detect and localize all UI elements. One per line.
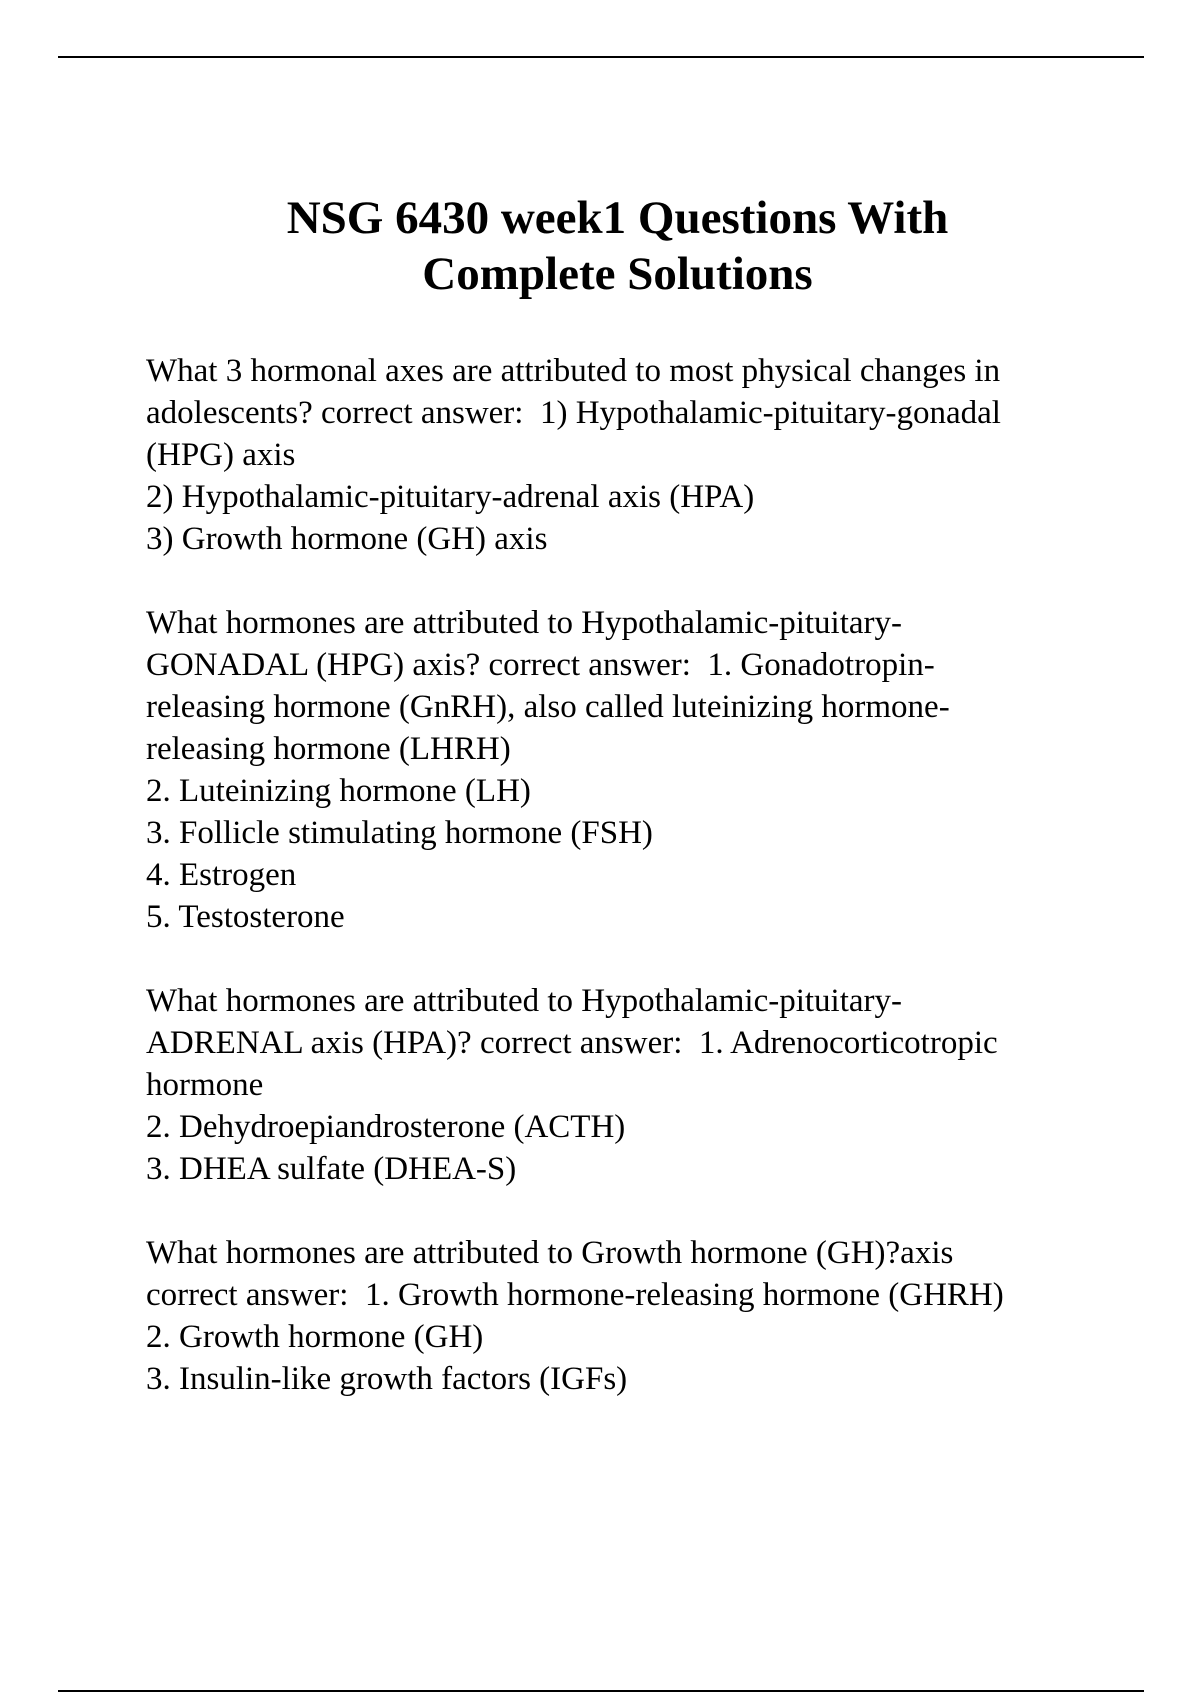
top-rule: [58, 56, 1144, 58]
document-body: [146, 350, 1146, 1442]
text-line: 2. Growth hormone (GH): [146, 1319, 484, 1355]
text-line: 5. Testosterone: [146, 899, 345, 935]
bottom-rule: [58, 1690, 1144, 1692]
text-line: ADRENAL axis (HPA)? correct answer: 1. Adrenocorticotropic: [146, 1025, 998, 1061]
text-line: What 3 hormonal axes are attributed to most physical changes in: [146, 353, 1001, 389]
text-line: 2) Hypothalamic-pituitary-adrenal axis (HPA): [146, 479, 755, 515]
text-line: 2. Dehydroepiandrosterone (ACTH): [146, 1109, 626, 1145]
text-line: 2. Luteinizing hormone (LH): [146, 773, 531, 809]
text-line: (HPG) axis: [146, 437, 296, 473]
title-line: Complete Solutions: [422, 248, 813, 300]
text-line: What hormones are attributed to Hypothalamic-pituitary-: [146, 605, 903, 641]
text-line: 4. Estrogen: [146, 857, 297, 893]
title-line: NSG 6430 week1 Questions With: [286, 192, 949, 244]
text-line: correct answer: 1. Growth hormone-releasing hormone (GHRH): [146, 1277, 1004, 1313]
page-title: [146, 190, 1089, 302]
text-line: What hormones are attributed to Hypothalamic-pituitary-: [146, 983, 903, 1019]
text-line: 3. DHEA sulfate (DHEA-S): [146, 1151, 517, 1187]
qa-block-1: [146, 350, 1146, 560]
text-line: releasing hormone (GnRH), also called luteinizing hormone-: [146, 689, 950, 725]
text-line: adolescents? correct answer: 1) Hypothalamic-pituitary-gonadal: [146, 395, 1001, 431]
qa-block-3: [146, 980, 1146, 1190]
text-line: hormone: [146, 1067, 264, 1103]
text-line: 3. Follicle stimulating hormone (FSH): [146, 815, 653, 851]
text-line: 3) Growth hormone (GH) axis: [146, 521, 548, 557]
text-line: 3. Insulin-like growth factors (IGFs): [146, 1361, 628, 1397]
qa-block-2: [146, 602, 1146, 938]
text-line: GONADAL (HPG) axis? correct answer: 1. Gonadotropin-: [146, 647, 935, 683]
qa-block-4: [146, 1232, 1146, 1400]
text-line: What hormones are attributed to Growth hormone (GH)?axis: [146, 1235, 954, 1271]
text-line: releasing hormone (LHRH): [146, 731, 511, 767]
